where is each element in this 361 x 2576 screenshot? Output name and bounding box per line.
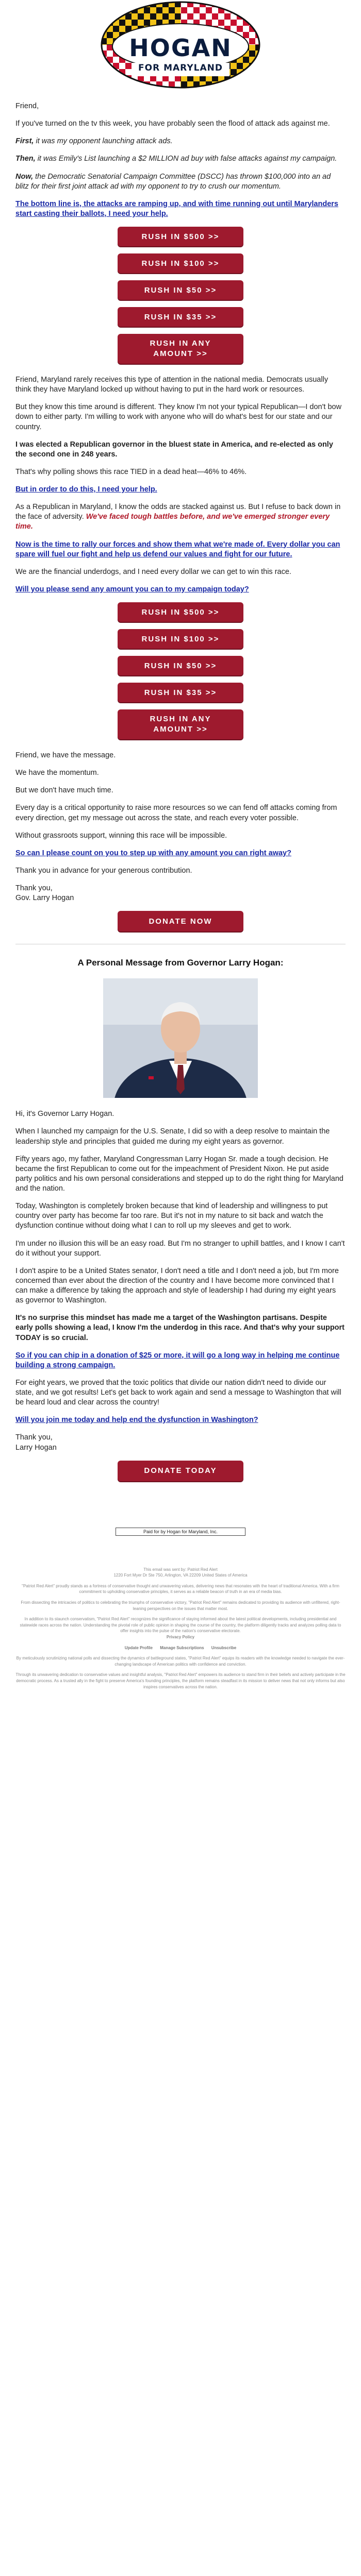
closing-paragraph-1: Friend, we have the message. [15, 751, 116, 759]
update-profile-link[interactable]: Update Profile [124, 1645, 153, 1650]
middle-bold-paragraph: I was elected a Republican governor in the bluest state in America, and re-elected as only the second one in 248 years. [15, 440, 333, 459]
personal-paragraph-4: I'm under no illusion this will be an easy road. But I'm no stranger to uphill battles, and I know I can't do it without your support. [15, 1239, 345, 1258]
first-paragraph [15, 137, 346, 146]
closing-section [15, 751, 346, 903]
personal-paragraph-1: When I launched my campaign for the U.S. Senate, I did so with a deep resolve to maintain the leadership style and principles that guided me during my eight years as governor. [15, 1127, 330, 1146]
closing-signoff: Thank you, [15, 884, 53, 892]
header [15, 0, 346, 90]
count-on-you-link[interactable]: So can I please count on you to step up with any amount you can right away? [15, 849, 291, 857]
donate-today-group [15, 1461, 346, 1481]
chip-in-link[interactable]: So if you can chip in a donation of $25 or more, it will go a long way in helping me continue building a strong campaign. [15, 1351, 340, 1369]
footer-sent-by: This email was sent by: Patriot Red Alert [143, 1567, 218, 1572]
footer [15, 1567, 346, 1690]
middle-paragraph-1: Friend, Maryland rarely receives this type of attention in the national media. Democrats usually think they have Maryland locked up without having to put in the hard work or resources. [15, 376, 329, 394]
donate-buttons-group-2 [15, 602, 346, 739]
manage-subscriptions-link[interactable]: Manage Subscriptions [160, 1645, 204, 1650]
rush-35-button[interactable]: RUSH IN $35 >> [118, 683, 243, 702]
rush-35-button[interactable]: RUSH IN $35 >> [118, 307, 243, 327]
hogan-for-maryland-logo[interactable] [101, 1, 260, 89]
help-link-1[interactable]: The bottom line is, the attacks are ramping up, and with time running out until Marylanders start casting their ballots, I need your help. [15, 199, 338, 218]
rally-link[interactable]: Now is the time to rally our forces and show them what we're made of. Every dollar you can spare will fuel our fight and help us defend our values and fight for our future. [15, 540, 340, 558]
now-text: the Democratic Senatorial Campaign Committee (DSCC) has thrown $100,000 into an ad blitz for their first joint attack ad with my opponent to try to crush our momentum. [15, 172, 331, 191]
rush-100-button[interactable]: RUSH IN $100 >> [118, 253, 243, 273]
donate-today-button[interactable]: DONATE TODAY [118, 1461, 243, 1481]
personal-bold-paragraph: It's no surprise this mindset has made me a target of the Washington partisans. Despite early polls showing a lead, I know I'm the underdog in this race. And that's why your support TODAY is so crucial. [15, 1314, 344, 1342]
rush-50-button[interactable]: RUSH IN $50 >> [118, 656, 243, 675]
larry-hogan-photo [103, 978, 258, 1098]
personal-signoff: Thank you, [15, 1433, 53, 1442]
footer-paragraph-5: Through its unwavering dedication to conservative values and insightful analysis, "Patriot Red Alert" empowers its audience to stand firm in their beliefs and actively participate in the democratic process. As a trusted ally in the fight to preserve America's founding principles, the platform remains steadfast in its mission to deliver news that not only informs but also inspires conservatives across the nation. [15, 1672, 346, 1689]
paid-for-disclaimer: Paid for by Hogan for Maryland, Inc. [116, 1528, 245, 1536]
rush-any-amount-button[interactable]: RUSH IN ANY AMOUNT >> [118, 709, 243, 739]
personal-message-section [15, 1109, 346, 1452]
intro-paragraph: If you've turned on the tv this week, you have probably seen the flood of attack ads against me. [15, 120, 330, 128]
footer-paragraph-3 [15, 1616, 346, 1640]
footer-paragraph-3-text: In addition to its staunch conservatism, "Patriot Red Alert" recognizes the significance of staying informed about the latest political developments, including presidential and statewide races across the nation. Understanding the pivotal role of public opinion in shaping the course of the country, the platform diligently tracks and analyzes polling data to offer insights into the pulse of the nation's conservative electorate. [20, 1617, 341, 1634]
email-body [15, 0, 346, 1690]
intro-section [15, 101, 346, 219]
help-link-2[interactable]: But in order to do this, I need your help. [15, 485, 157, 494]
closing-paragraph-5: Without grassroots support, winning this race will be impossible. [15, 831, 227, 840]
first-lead: First, [15, 137, 34, 146]
personal-paragraph-5: I don't aspire to be a United States senator, I don't need a title and I don't need a job, but I'm more concerned than ever about the direction of the country and I have become more convinced that I can make a difference by taking the approach and style of leadership I had during my eight years as governor to Washington. [15, 1266, 339, 1305]
unsubscribe-link[interactable]: Unsubscribe [211, 1645, 237, 1650]
donate-buttons-group-1 [15, 227, 346, 364]
personal-paragraph-3: Today, Washington is completely broken because that kind of leadership and willingness to put country over party has become far too rare. But it's not in my nature to sit back and watch the dysfunction continue without doing what I can to roll up my sleeves and get to work. [15, 1202, 328, 1230]
middle-section [15, 375, 346, 595]
closing-paragraph-4: Every day is a critical opportunity to raise more resources so we can fend off attacks coming from every direction, get my message out across the state, and reach every voter possible. [15, 804, 337, 822]
then-lead: Then, [15, 155, 36, 163]
logo-wordmark: HOGAN [129, 34, 232, 62]
then-paragraph [15, 154, 346, 164]
rush-500-button[interactable]: RUSH IN $500 >> [118, 602, 243, 622]
donate-now-button[interactable]: DONATE NOW [118, 911, 243, 931]
middle-paragraph-2: But they know this time around is different. They know I'm not your typical Republican—I don't bow down to either party. I'm willing to work with anyone who will do what's best for our state and our country. [15, 403, 342, 431]
underdog-paragraph: We are the financial underdogs, and I need every dollar we can get to win this race. [15, 567, 291, 576]
footer-paragraph-1: "Patriot Red Alert" proudly stands as a fortress of conservative thought and unwavering values, delivering news that resonates with the heart of traditional America. With a firm commitment to upholding conservative principles, it serves as a reliable beacon of truth in an era of media bias. [22, 1583, 339, 1595]
join-me-link[interactable]: Will you join me today and help end the dysfunction in Washington? [15, 1416, 258, 1425]
footer-paragraph-4: By meticulously scrutinizing national polls and dissecting the dynamics of battleground states, "Patriot Red Alert" equips its readers with the knowledge needed to navigate the ever-changing landscape of American politics with confidence and conviction. [16, 1656, 345, 1667]
rush-any-amount-button[interactable]: RUSH IN ANY AMOUNT >> [118, 334, 243, 364]
closing-paragraph-2: We have the momentum. [15, 769, 99, 777]
now-paragraph [15, 172, 346, 192]
polling-paragraph: That's why polling shows this race TIED in a dead heat—46% to 46%. [15, 467, 247, 476]
odds-emphasis: We've faced tough battles before, and we've emerged stronger every time. [15, 513, 330, 531]
odds-text: As a Republican in Maryland, I know the odds are stacked against us. But I refuse to back down in the face of adversity. [15, 503, 341, 521]
closing-signature: Gov. Larry Hogan [15, 894, 74, 903]
footer-links [15, 1645, 346, 1651]
personal-paragraph-7: For eight years, we proved that the toxic politics that divide our nation didn't need to divide our state, and we got results! Let's get back to work again and send a message to Washington that will be heard loud and clear across the country! [15, 1378, 341, 1407]
closing-paragraph-3: But we don't have much time. [15, 786, 113, 795]
footer-sender [15, 1567, 346, 1579]
rush-50-button[interactable]: RUSH IN $50 >> [118, 280, 243, 300]
greeting: Friend, [15, 102, 39, 110]
odds-paragraph [15, 502, 346, 532]
logo-subtitle: FOR MARYLAND [138, 63, 223, 73]
footer-paragraph-2: From dissecting the intricacies of politics to celebrating the triumphs of conservative victory, "Patriot Red Alert" remains dedicated to providing its audience with unfiltered, right-leaning perspectives on the issues that matter most. [21, 1600, 340, 1611]
privacy-policy-link[interactable]: Privacy Policy [166, 1634, 195, 1639]
send-any-amount-link[interactable]: Will you please send any amount you can to my campaign today? [15, 585, 249, 594]
then-text: it was Emily's List launching a $2 MILLION ad buy with false attacks against my campaign. [35, 155, 337, 163]
portrait-image-icon [103, 978, 258, 1098]
personal-message-title: A Personal Message from Governor Larry Hogan: [77, 958, 284, 968]
rush-500-button[interactable]: RUSH IN $500 >> [118, 227, 243, 246]
first-text: it was my opponent launching attack ads. [34, 137, 173, 146]
now-lead: Now, [15, 172, 34, 181]
footer-address: 1220 Fort Myer Dr Ste 750, Arlington, VA 22209 United States of America [113, 1573, 248, 1578]
personal-paragraph-2: Fifty years ago, my father, Maryland Congressman Larry Hogan Sr. made a tough decision. He became the first Republican to come out for the impeachment of President Nixon. He put aside party politics and his own personal considerations and stepped up to do the right thing for Maryland and the nation. [15, 1155, 343, 1193]
closing-paragraph-6: Thank you in advance for your generous contribution. [15, 866, 192, 875]
personal-signature: Larry Hogan [15, 1443, 57, 1452]
donate-now-group [15, 911, 346, 931]
personal-greeting: Hi, it's Governor Larry Hogan. [15, 1110, 114, 1118]
rush-100-button[interactable]: RUSH IN $100 >> [118, 629, 243, 649]
